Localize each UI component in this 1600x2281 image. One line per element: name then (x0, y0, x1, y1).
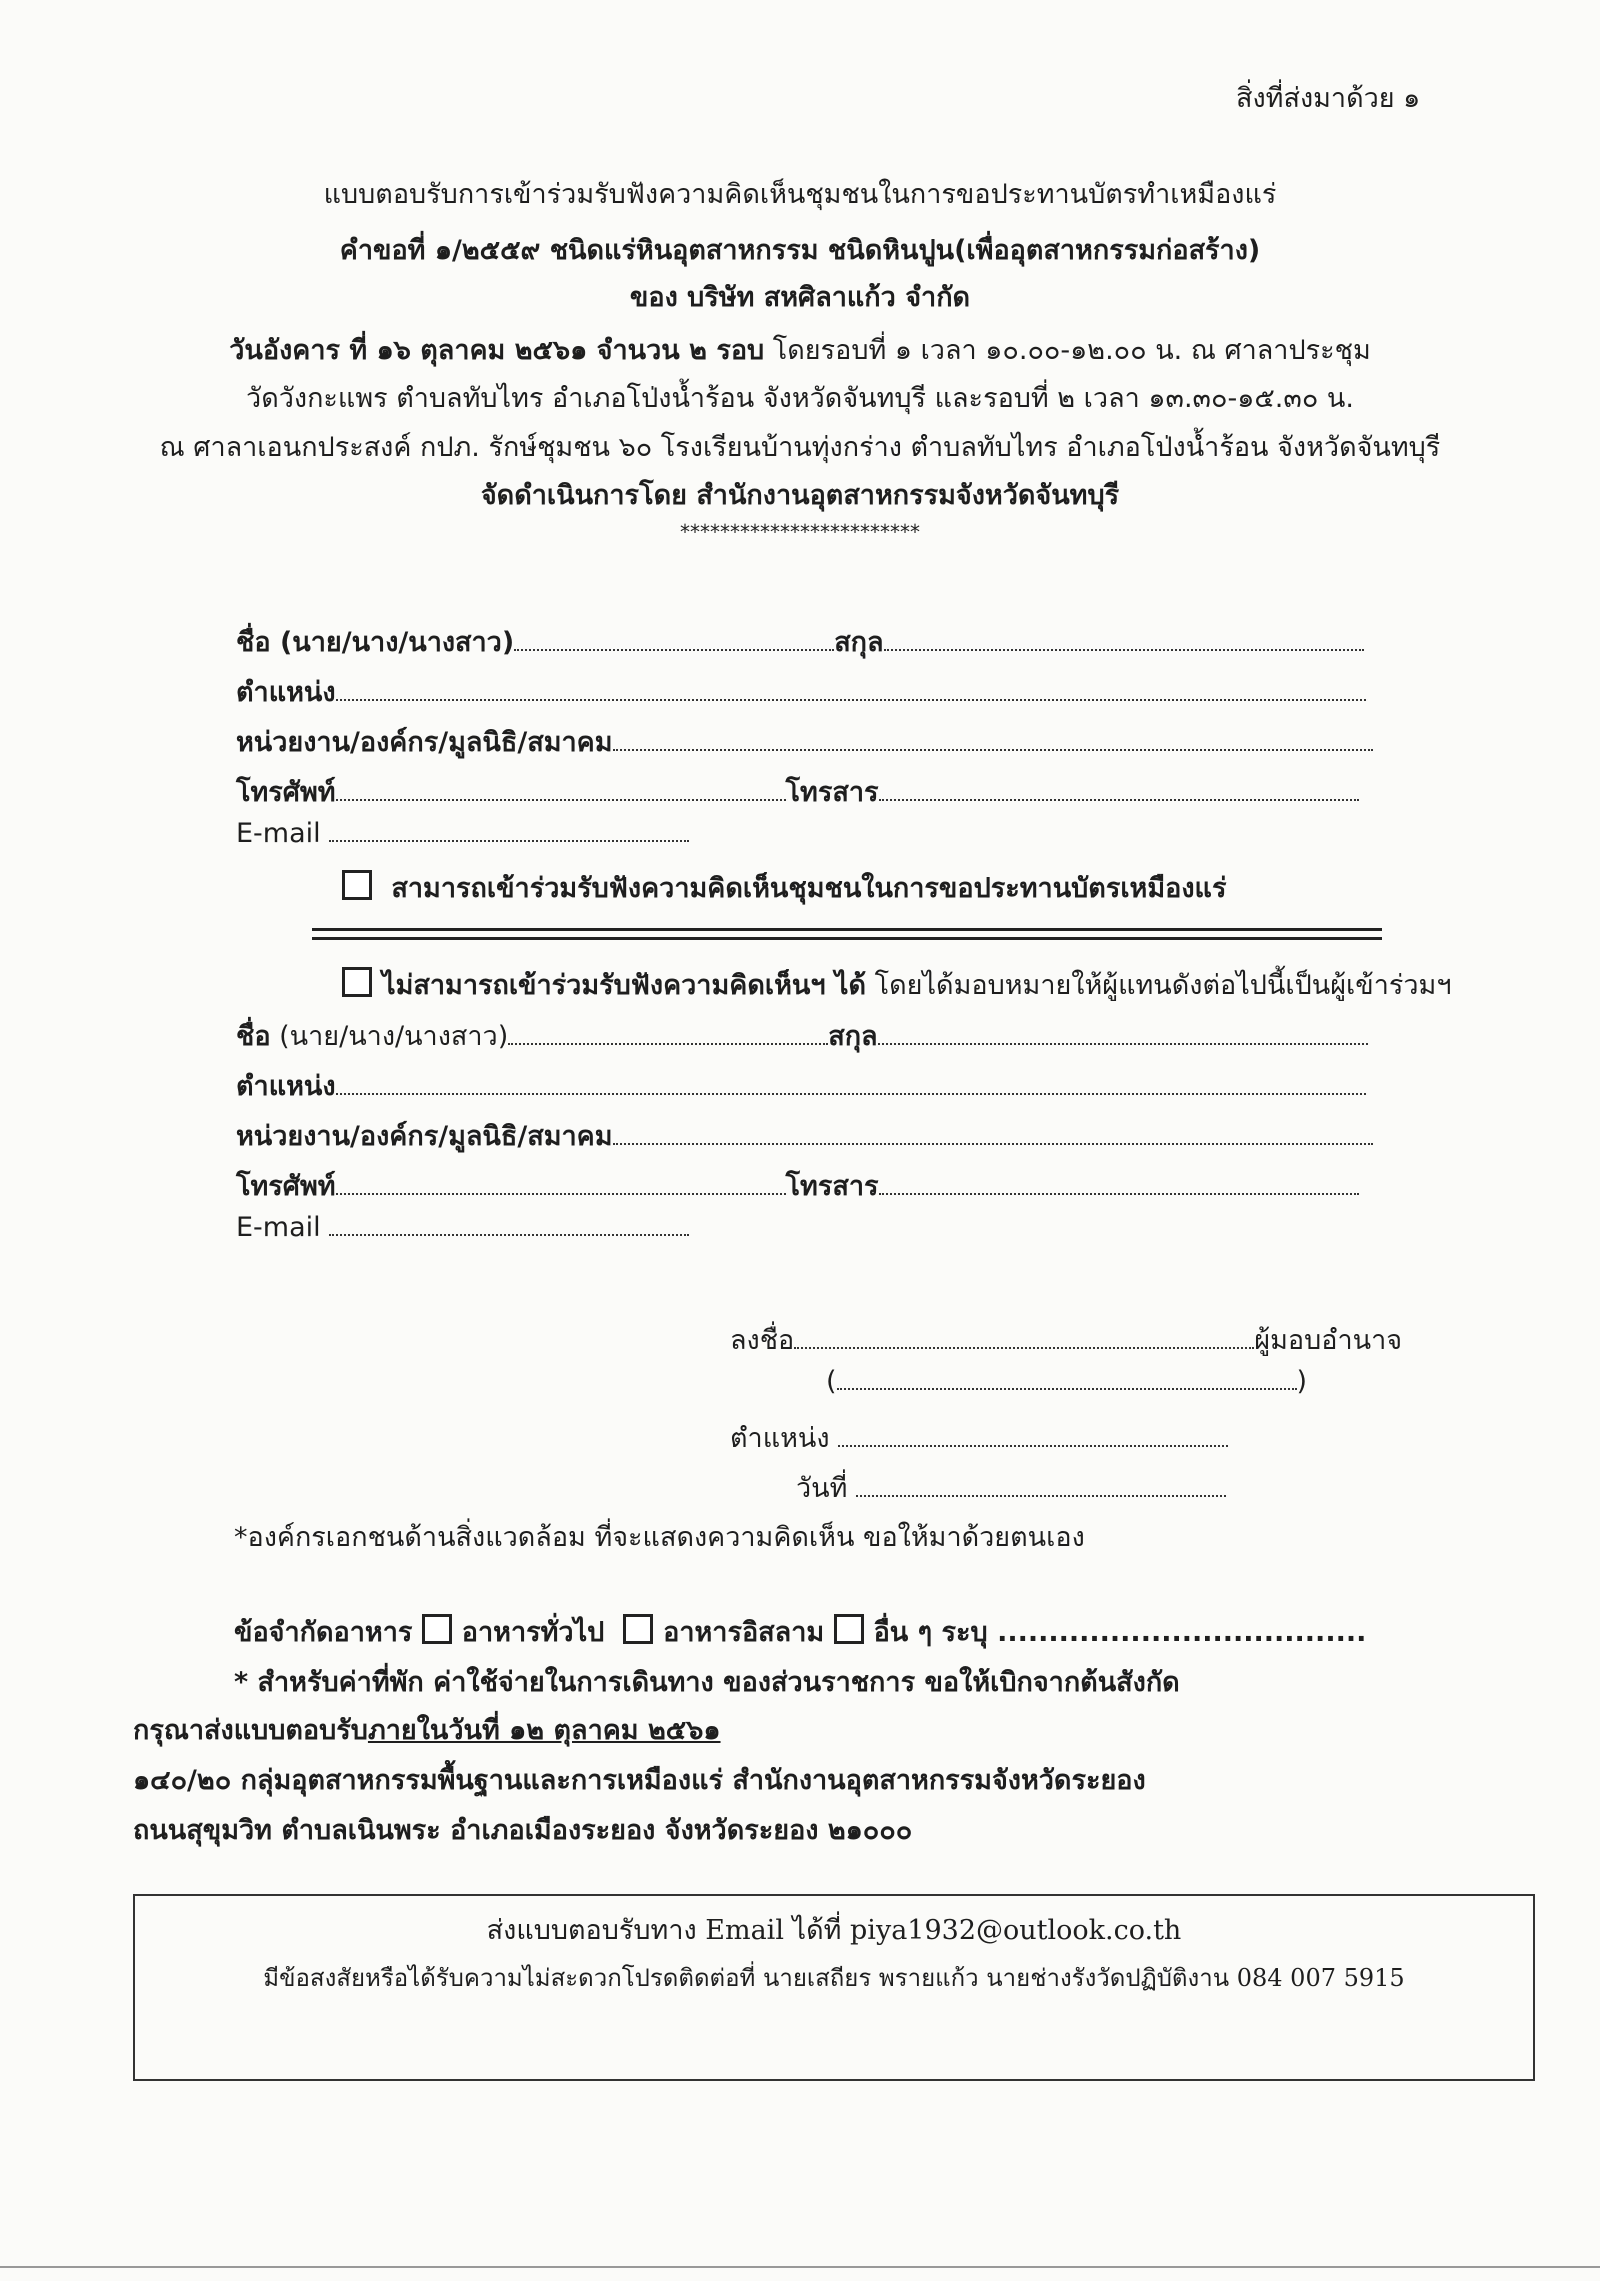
form1-position-row (236, 670, 1366, 713)
organizer: จัดดำเนินการโดย สำนักงานอุตสาหกรรมจังหวัดจันทบุรี (480, 480, 1120, 511)
ngo-note: *องค์กรเอกชนด้านสิ่งแวดล้อม ที่จะแสดงความคิดเห็น ขอให้มาด้วยตนเอง (234, 1522, 1085, 1553)
form2-org-label: หน่วยงาน/องค์กร/มูลนิธิ/สมาคม (236, 1121, 613, 1152)
form1-surname-field[interactable] (884, 627, 1364, 651)
send-plain: กรุณาส่งแบบตอบรับ (133, 1715, 368, 1746)
meeting-date: วันอังคาร ที่ ๑๖ ตุลาคม ๒๕๖๑ จำนวน ๒ รอบ (229, 335, 765, 366)
form1-email-label: E-mail (236, 818, 321, 849)
form-title: แบบตอบรับการเข้าร่วมรับฟังความคิดเห็นชุมชนในการขอประทานบัตรทำเหมืองแร่ (323, 179, 1277, 210)
form2-email-field[interactable] (329, 1212, 689, 1236)
contact-email-line: ส่งแบบตอบรับทาง Email ได้ที่ piya1932@outlook.co.th (486, 1915, 1182, 1946)
attend-checkbox[interactable] (342, 870, 372, 900)
signature-field[interactable] (794, 1325, 1254, 1349)
attend-option-label: สามารถเข้าร่วมรับฟังความคิดเห็นชุมชนในการขอประทานบัตรเหมืองแร่ (391, 873, 1227, 904)
form1-org-label: หน่วยงาน/องค์กร/มูลนิธิ/สมาคม (236, 727, 613, 758)
divider-line-bottom (312, 937, 1382, 940)
form1-surname-label: สกุล (834, 627, 884, 658)
form2-fax-label: โทรสาร (785, 1171, 879, 1202)
form1-phone-label: โทรศัพท์ (236, 777, 336, 808)
form1-email-row (236, 818, 689, 849)
form2-phone-row (236, 1164, 1359, 1207)
form1-phone-field[interactable] (336, 777, 786, 801)
attachment-label: สิ่งที่ส่งมาด้วย ๑ (1236, 83, 1421, 114)
meeting-location-2: ณ ศาลาเอนกประสงค์ กปภ. รักษ์ชุมชน ๖๐ โรงเรียนบ้านทุ่งกร่าง ตำบลทับไทร อำเภอโป่งน้ำร้อน จังหวัดจันทบุรี (159, 432, 1441, 463)
form2-org-field[interactable] (613, 1121, 1373, 1145)
meeting-round-1: โดยรอบที่ ๑ เวลา ๑๐.๐๐-๑๒.๐๐ น. ณ ศาลาประชุม (764, 335, 1371, 366)
form1-attend-row (342, 866, 1226, 909)
form2-name-prefix: (นาย/นาง/นางสาว) (270, 1021, 509, 1052)
form1-name-row (236, 620, 1364, 663)
sign-label: ลงชื่อ (730, 1325, 795, 1356)
printed-name-field[interactable] (837, 1366, 1297, 1390)
not-attend-label: ไม่สามารถเข้าร่วมรับฟังความคิดเห็นฯ ได้ (382, 970, 867, 1001)
food-row (234, 1610, 1366, 1653)
form2-name-label: ชื่อ (236, 1021, 271, 1052)
form2-position-field[interactable] (336, 1071, 1366, 1095)
signature-date-row (796, 1466, 1226, 1509)
stars-divider: ************************ (680, 520, 920, 544)
food-other-label: อื่น ๆ ระบุ (873, 1617, 988, 1648)
contact-box (133, 1894, 1535, 2081)
address-line-2: ถนนสุขุมวิท ตำบลเนินพระ อำเภอเมืองระยอง จังหวัดระยอง ๒๑๐๐๐ (133, 1815, 913, 1846)
send-deadline: ภายในวันที่ ๑๒ ตุลาคม ๒๕๖๑ (367, 1715, 721, 1746)
meeting-location-1: วัดวังกะแพร ตำบลทับไทร อำเภอโป่งน้ำร้อน จังหวัดจันทบุรี และรอบที่ ๒ เวลา ๑๓.๓๐-๑๕.๓๐ น. (246, 383, 1354, 414)
address-line-1: ๑๔๐/๒๐ กลุ่มอุตสาหกรรมพื้นฐานและการเหมืองแร่ สำนักงานอุตสาหกรรมจังหวัดระยอง (133, 1765, 1146, 1796)
not-attend-checkbox[interactable] (342, 967, 372, 997)
form2-org-row (236, 1114, 1373, 1157)
form1-name-label: ชื่อ (นาย/นาง/นางสาว) (236, 627, 515, 658)
meeting-date-line (0, 328, 1600, 371)
form1-org-field[interactable] (613, 727, 1373, 751)
company-name: ของ บริษัท สหศิลาแก้ว จำกัด (629, 282, 971, 313)
food-general-label: อาหารทั่วไป (461, 1617, 605, 1648)
form2-surname-label: สกุล (828, 1021, 878, 1052)
signature-position-field[interactable] (838, 1423, 1228, 1447)
form1-org-row (236, 720, 1373, 763)
food-islamic-label: อาหารอิสลาม (663, 1617, 825, 1648)
signature-date-field[interactable] (856, 1473, 1226, 1497)
form2-phone-field[interactable] (336, 1171, 786, 1195)
form1-position-label: ตำแหน่ง (236, 677, 336, 708)
divider-line-top (312, 928, 1382, 931)
paren-open: ( (826, 1366, 837, 1397)
printed-name-row (826, 1366, 1307, 1397)
form2-position-row (236, 1064, 1366, 1107)
form1-fax-label: โทรสาร (785, 777, 879, 808)
form1-fax-field[interactable] (879, 777, 1359, 801)
form1-position-field[interactable] (336, 677, 1366, 701)
form2-name-field[interactable] (508, 1021, 828, 1045)
signature-row (730, 1318, 1402, 1361)
form2-phone-label: โทรศัพท์ (236, 1171, 336, 1202)
form2-position-label: ตำแหน่ง (236, 1071, 336, 1102)
not-attend-desc: โดยได้มอบหมายให้ผู้แทนดังต่อไปนี้เป็นผู้เข้าร่วมฯ (866, 970, 1452, 1001)
signature-position-label: ตำแหน่ง (730, 1423, 830, 1454)
send-deadline-row (133, 1708, 721, 1751)
form2-not-attend-row (342, 963, 1452, 1006)
form2-name-row (236, 1014, 1368, 1057)
food-other-checkbox[interactable] (834, 1614, 864, 1644)
authorizer-label: ผู้มอบอำนาจ (1254, 1325, 1403, 1356)
contact-phone-line: มีข้อสงสัยหรือได้รับความไม่สะดวกโปรดติดต่อที่ นายเสถียร พรายแก้ว นายช่างรังวัดปฏิบัติงาน 084 007 5915 (263, 1964, 1405, 1992)
food-label: ข้อจำกัดอาหาร (234, 1617, 413, 1648)
food-general-checkbox[interactable] (422, 1614, 452, 1644)
signature-date-label: วันที่ (796, 1473, 848, 1504)
food-other-field[interactable]: .................................... (997, 1617, 1367, 1648)
page-bottom-edge (0, 2266, 1600, 2268)
expense-note: * สำหรับค่าที่พัก ค่าใช้จ่ายในการเดินทาง ของส่วนราชการ ขอให้เบิกจากต้นสังกัด (234, 1667, 1180, 1698)
form1-phone-row (236, 770, 1359, 813)
request-number: คำขอที่ ๑/๒๕๕๙ ชนิดแร่หินอุตสาหกรรม ชนิดหินปูน(เพื่ออุตสาหกรรมก่อสร้าง) (339, 235, 1261, 266)
food-islamic-checkbox[interactable] (623, 1614, 653, 1644)
signature-position-row (730, 1416, 1228, 1459)
form2-email-row (236, 1212, 689, 1243)
form2-email-label: E-mail (236, 1212, 321, 1243)
form2-surname-field[interactable] (878, 1021, 1368, 1045)
form1-name-field[interactable] (514, 627, 834, 651)
paren-close: ) (1296, 1366, 1308, 1397)
form1-email-field[interactable] (329, 818, 689, 842)
form2-fax-field[interactable] (879, 1171, 1359, 1195)
